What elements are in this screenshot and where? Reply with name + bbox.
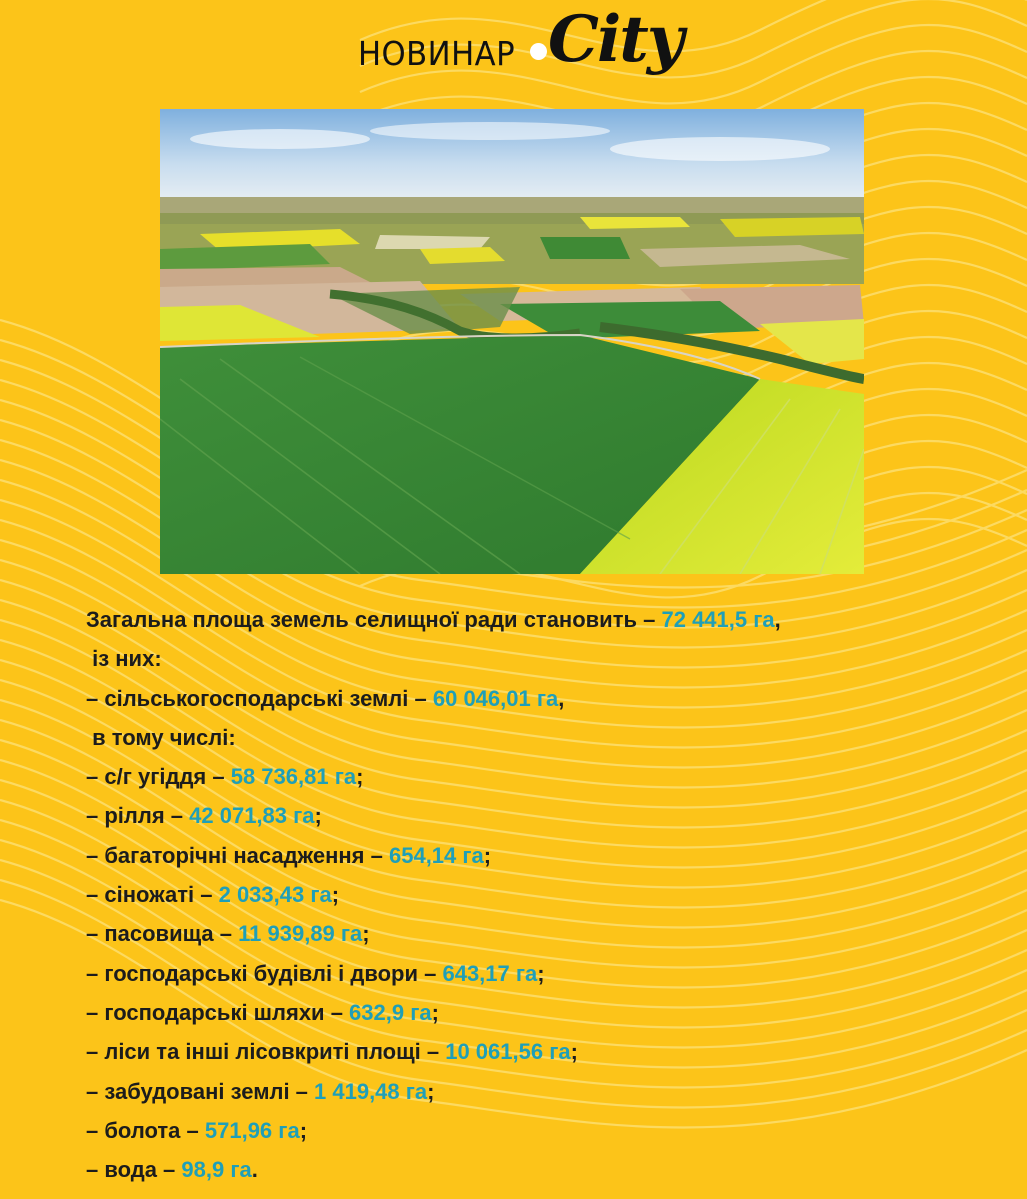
stat-suffix: ; [431, 999, 439, 1025]
stat-value: 1 419,48 га [314, 1078, 428, 1104]
stat-label: – сіножаті – [86, 882, 219, 908]
stat-label: – ліси та інші лісовкриті площі – [86, 1039, 446, 1065]
stat-label: – забудовані землі – [86, 1078, 315, 1104]
stat-suffix: ; [427, 1078, 435, 1104]
stat-suffix: ; [537, 960, 545, 986]
stat-suffix: ; [570, 1039, 578, 1065]
stat-label: – пасовища – [86, 921, 239, 947]
stat-label: Загальна площа земель селищної ради становить – [86, 607, 662, 632]
stat-item [86, 993, 986, 1032]
stat-item [86, 1150, 986, 1189]
stats-intro [86, 600, 986, 639]
stat-label: – болота – [86, 1117, 205, 1143]
stat-value: 654,14 га [388, 842, 484, 868]
stat-label: – господарські будівлі і двори – [86, 960, 443, 986]
land-stats [86, 600, 986, 1189]
stat-value: 60 046,01 га [432, 685, 559, 711]
stat-label: – сільськогосподарські землі – [86, 685, 433, 711]
stat-value: 571,96 га [204, 1117, 300, 1143]
logo-dot-icon [530, 43, 547, 60]
stat-value: 42 071,83 га [189, 803, 315, 829]
site-logo[interactable] [358, 2, 682, 100]
stat-item [86, 1111, 986, 1150]
stat-value: 11 939,89 га [238, 921, 363, 947]
stat-value: 643,17 га [442, 960, 538, 986]
stat-item [86, 836, 986, 875]
stat-suffix: ; [362, 921, 370, 947]
stat-label: – с/г угіддя – [86, 764, 231, 790]
stat-label: – багаторічні насадження – [86, 842, 389, 868]
farmland-photo [160, 109, 864, 574]
stat-value: 10 061,56 га [445, 1039, 571, 1065]
stat-value: 98,9 га [181, 1157, 252, 1183]
stats-of-them: із них: [86, 646, 162, 672]
stat-label: – вода – [86, 1157, 182, 1183]
stat-item [86, 914, 986, 953]
stat-value: 72 441,5 га [661, 607, 775, 632]
stat-suffix: , [558, 685, 565, 711]
stat-item [86, 757, 986, 796]
stats-agri [86, 679, 986, 718]
stat-item [86, 954, 986, 993]
stat-suffix: ; [299, 1117, 308, 1143]
stat-item [86, 796, 986, 835]
stat-label: – рілля – [86, 803, 190, 829]
stat-suffix: ; [356, 764, 364, 790]
stat-value: 2 033,43 га [218, 882, 332, 908]
stat-suffix: ; [314, 803, 322, 829]
stat-item [86, 875, 986, 914]
logo-script: City [548, 2, 682, 77]
stat-label: – господарські шляхи – [86, 999, 350, 1025]
stat-value: 632,9 га [349, 999, 432, 1025]
stat-item [86, 1032, 986, 1071]
logo-wordmark: НОВИНАР [358, 34, 516, 73]
stat-value: 58 736,81 га [230, 764, 357, 790]
stat-suffix: . [251, 1157, 258, 1183]
stat-item [86, 1072, 986, 1111]
stat-suffix: , [774, 607, 781, 632]
stat-suffix: ; [331, 882, 340, 908]
stat-suffix: ; [483, 842, 492, 868]
stats-including: в тому числі: [86, 724, 236, 750]
